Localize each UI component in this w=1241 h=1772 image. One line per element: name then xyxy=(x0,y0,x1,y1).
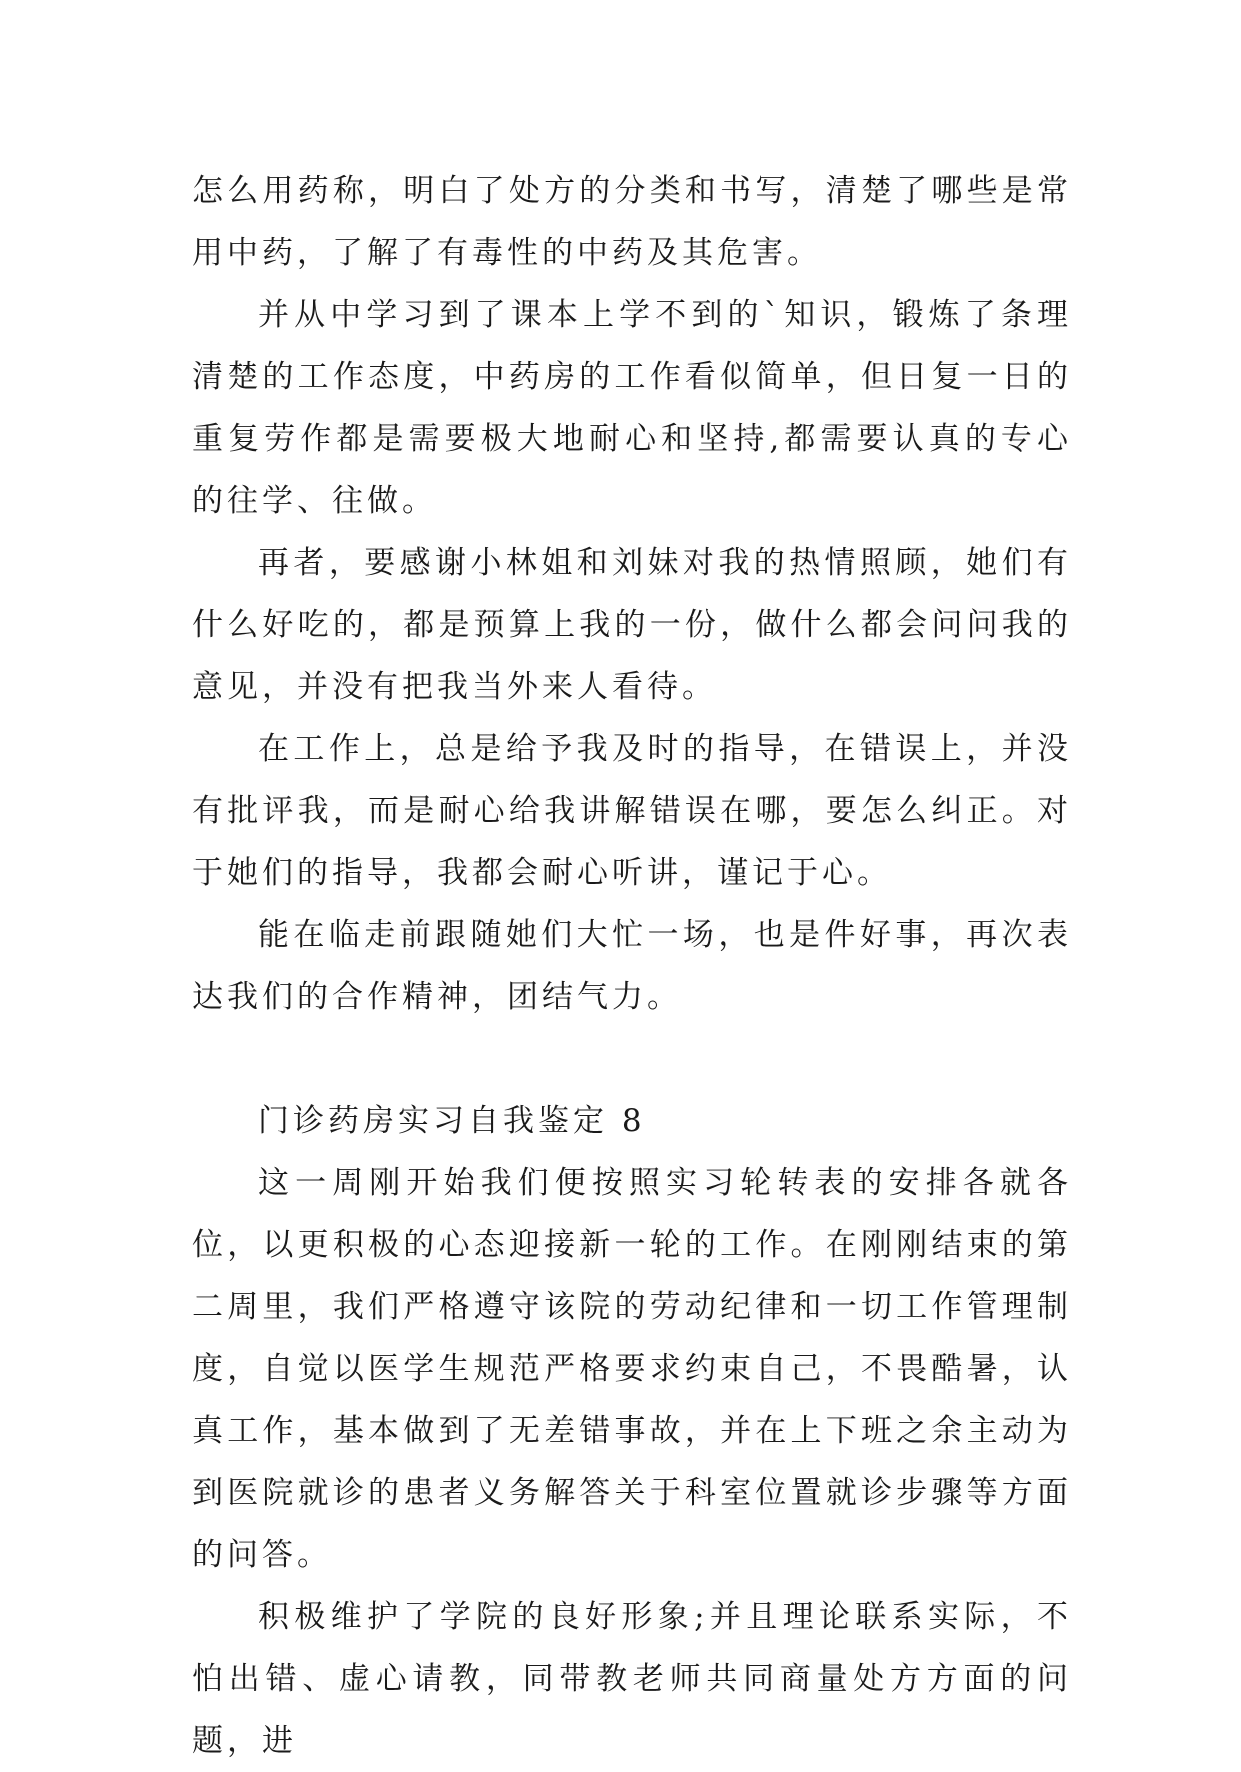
paragraph: 在工作上，总是给予我及时的指导，在错误上，并没有批评我，而是耐心给我讲解错误在哪，要怎么纠正。对于她们的指导，我都会耐心听讲，谨记于心。 xyxy=(192,731,1072,891)
paragraph: 这一周刚开始我们便按照实习轮转表的安排各就各位，以更积极的心态迎接新一轮的工作。在刚刚结束的第二周里，我们严格遵守该院的劳动纪律和一切工作管理制度，自觉以医学生规范严格要求约束自己，不畏酷暑，认真工作，基本做到了无差错事故，并在上下班之余主动为到医院就诊的患者义务解答关于科室位置就诊步骤等方面的问答。 xyxy=(192,1165,1072,1573)
paragraph: 能在临走前跟随她们大忙一场，也是件好事，再次表达我们的合作精神，团结气力。 xyxy=(192,917,1072,1015)
section-gap xyxy=(192,1028,1072,1090)
paragraph-continuation: 怎么用药称，明白了处方的分类和书写，清楚了哪些是常用中药，了解了有毒性的中药及其危害。 xyxy=(192,173,1072,271)
paragraph: 再者，要感谢小林姐和刘妹对我的热情照顾，她们有什么好吃的，都是预算上我的一份，做什么都会问问我的意见，并没有把我当外来人看待。 xyxy=(192,545,1072,705)
paragraph: 积极维护了学院的良好形象;并且理论联系实际，不怕出错、虚心请教，同带教老师共同商量处方方面的问题，进 xyxy=(192,1599,1072,1759)
paragraph: 并从中学习到了课本上学不到的`知识，锻炼了条理清楚的工作态度，中药房的工作看似简单，但日复一日的重复劳作都是需要极大地耐心和坚持,都需要认真的专心的往学、往做。 xyxy=(192,297,1072,519)
section-title: 门诊药房实习自我鉴定 8 xyxy=(258,1103,646,1139)
document-body xyxy=(192,160,1072,1772)
